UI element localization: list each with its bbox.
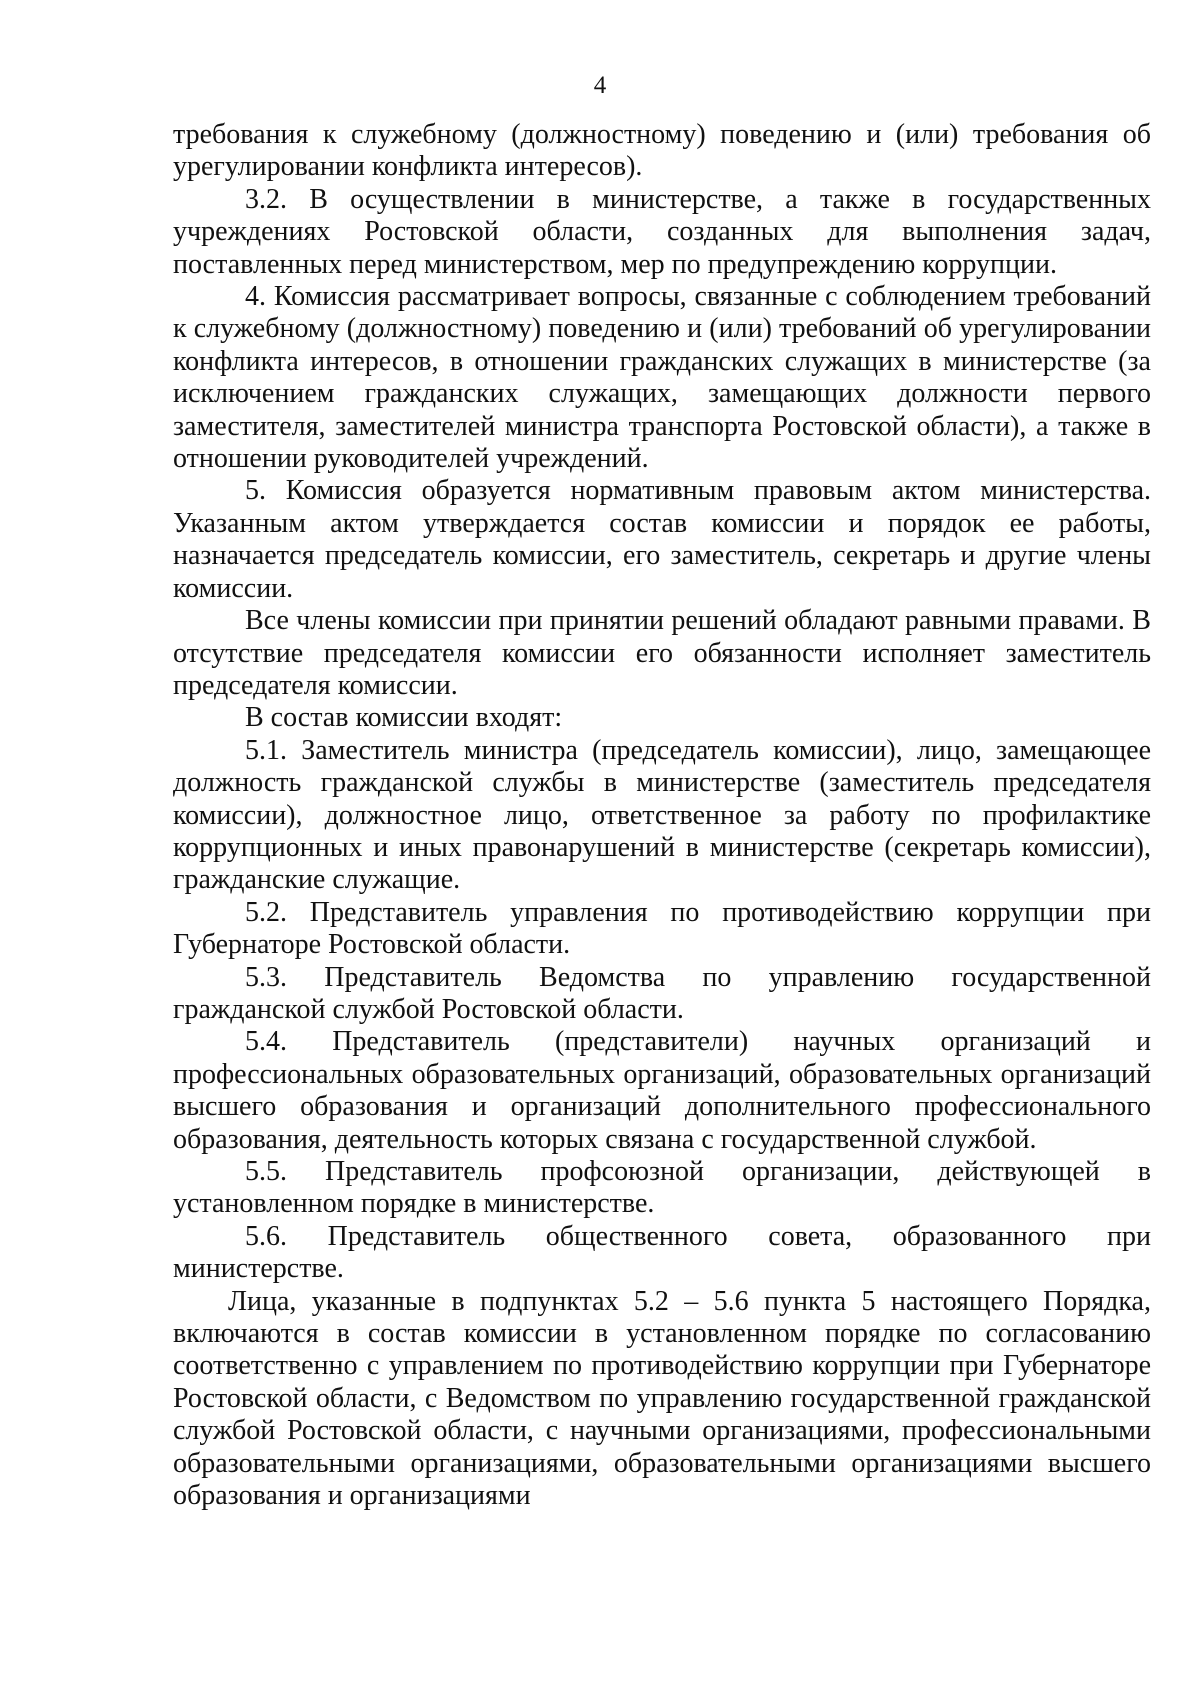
paragraph-members-equal-rights: Все члены комиссии при принятии решений обладают равными правами. В отсутствие председателя комиссии его обязанности исполняет заместитель председателя комиссии.: [173, 605, 1151, 701]
paragraph-3-2: 3.2. В осуществлении в министерстве, а также в государственных учреждениях Ростовской области, созданных для выполнения задач, поставленных перед министерством, мер по предупреждению коррупции.: [173, 183, 1151, 280]
paragraph-5-2: 5.2. Представитель управления по противодействию коррупции при Губернаторе Ростовской области.: [173, 896, 1151, 961]
paragraph-5-3: 5.3. Представитель Ведомства по управлению государственной гражданской службой Ростовской области.: [173, 961, 1151, 1025]
paragraph-5-6: 5.6. Представитель общественного совета, образованного при министерстве.: [173, 1220, 1151, 1285]
paragraph-5-5: 5.5. Представитель профсоюзной организации, действующей в установленном порядке в министерстве.: [173, 1156, 1151, 1220]
paragraph-4: 4. Комиссия рассматривает вопросы, связанные с соблюдением требований к служебному (должностному) поведению и (или) требований об урегулировании конфликта интересов, в отношении гражданских служащих в министерстве (за исключением гражданских служащих, замещающих должности первого заместителя, заместителей министра транспорта Ростовской области), а также в отношении руководителей учреждений.: [173, 281, 1151, 475]
paragraph-continuation: требования к служебному (должностному) поведению и (или) требования об урегулировании конфликта интересов).: [173, 119, 1151, 183]
paragraph-persons-included: Лица, указанные в подпунктах 5.2 – 5.6 пункта 5 настоящего Порядка, включаются в состав комиссии в установленном порядке по согласованию соответственно с управлением по противодействию коррупции при Губернаторе Ростовской области, с Ведомством по управлению государственной гражданской службой Ростовской области, с научными организациями, профессиональными образовательными организациями, образовательными организациями высшего образования и организациями: [173, 1285, 1151, 1512]
page-number: 4: [593, 72, 607, 99]
paragraph-5: 5. Комиссия образуется нормативным правовым актом министерства. Указанным актом утверждается состав комиссии и порядок ее работы, назначается председатель комиссии, его заместитель, секретарь и другие члены комиссии.: [173, 475, 1151, 604]
paragraph-5-4: 5.4. Представитель (представители) научных организаций и профессиональных образовательных организаций, образовательных организаций высшего образования и организаций дополнительного профессионального образования, деятельность которых связана с государственной службой.: [173, 1026, 1151, 1155]
paragraph-composition-intro: В состав комиссии входят:: [245, 702, 563, 734]
paragraph-5-1: 5.1. Заместитель министра (председатель комиссии), лицо, замещающее должность гражданской службы в министерстве (заместитель председателя комиссии), должностное лицо, ответственное за работу по профилактике коррупционных и иных правонарушений в министерстве (секретарь комиссии), гражданские служащие.: [173, 734, 1151, 896]
document-body: [173, 119, 1151, 1512]
